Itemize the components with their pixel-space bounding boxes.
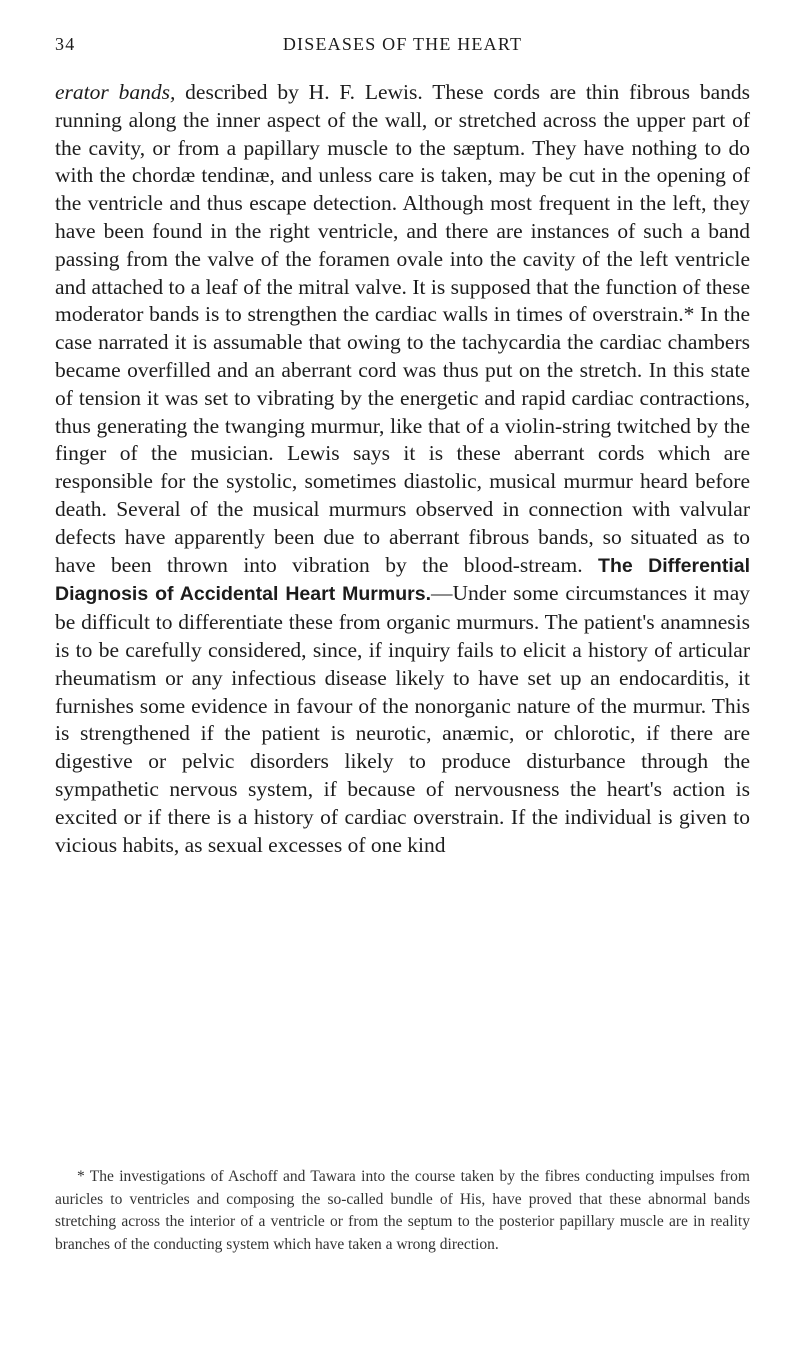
section-heading: The Differential Diagnosis of Accidental Heart Murmurs. xyxy=(55,554,751,606)
page-number: 34 xyxy=(55,34,76,54)
paragraph-2-text: —Under some circumstances it may be difficult to differentiate these from organic murmurs. The patient's anamnesis is to be carefully considered, since, if inquiry fails to elicit a history of articular rheumatism or any infectious disease likely to have set up an endocarditis, it furnishes some evidence in favour of the nonorganic nature of the murmur. This is strengthened if the patient is neurotic, anæmic, or chlorotic, if there are digestive or pelvic disorders likely to produce disturbance through the sympathetic nervous system, if because of nervousness the heart's action is excited or if there is a history of cardiac overstrain. If the individual is given to vicious habits, as sexual excesses of one kind xyxy=(55,581,750,857)
body-text xyxy=(55,79,750,859)
footnote-text: * The investigations of Aschoff and Tawara into the course taken by the fibres conducting impulses from auricles to ventricles and composing the so-called bundle of His, have proved that these abnormal bands stretching across the interior of a ventricle or from the septum to the posterior papillary muscle are in reality branches of the conducting system which have taken a wrong direction. xyxy=(55,1168,750,1253)
paragraph-1-lead: erator bands, xyxy=(55,80,176,104)
paragraph-1-text: described by H. F. Lewis. These cords are thin fibrous bands running along the inner aspect of the wall, or stretched across the upper part of the cavity, or from a papillary muscle to the sæptum. They have nothing to do with the chordæ tendinæ, and unless care is taken, may be cut in the opening of the ventricle and thus escape detection. Although most frequent in the left, they have been found in the right ventricle, and there are instances of such a band passing from the valve of the foramen ovale into the cavity of the left ventricle and attached to a leaf of the mitral valve. It is supposed that the function of these moderator bands is to strengthen the cardiac walls in times of overstrain.* In the case narrated it is assumable that owing to the tachycardia the cardiac chambers became overfilled and an aberrant cord was thus put on the stretch. In this state of tension it was set to vibrating by the energetic and rapid cardiac contractions, thus generating the twanging murmur, like that of a violin-string twitched by the finger of the musician. Lewis says it is these aberrant cords which are responsible for the systolic, sometimes diastolic, musical murmur heard before death. Several of the musical murmurs observed in connection with valvular defects have apparently been due to aberrant fibrous bands, so situated as to have been thrown into vibration by the blood-stream. xyxy=(55,80,750,577)
running-title: DISEASES OF THE HEART xyxy=(282,34,523,54)
paragraph-1 xyxy=(55,79,750,859)
footnote xyxy=(55,1166,750,1256)
running-head xyxy=(55,34,750,58)
